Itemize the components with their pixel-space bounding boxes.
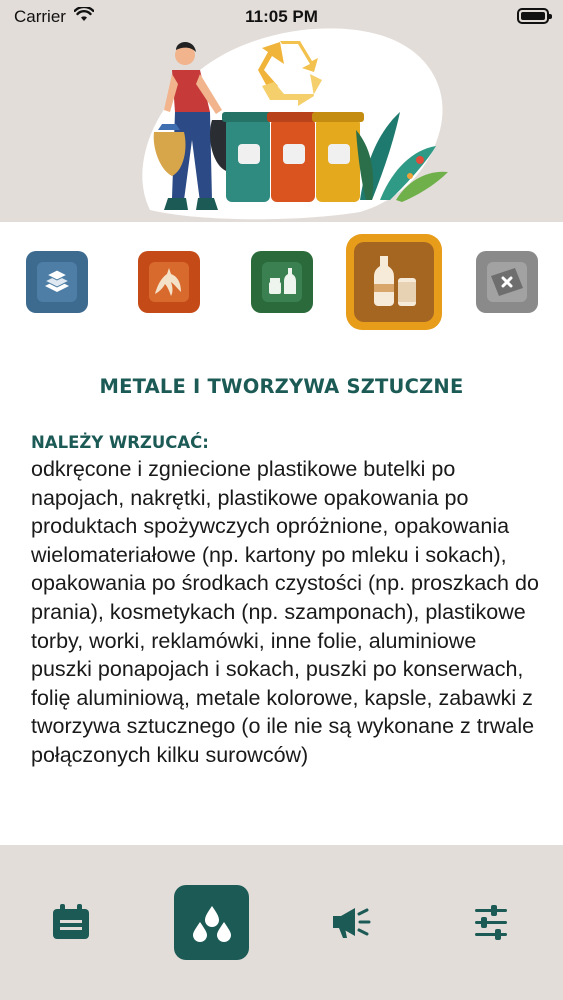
paper-stack-icon xyxy=(35,260,79,304)
plastic-bottle-can-icon xyxy=(366,254,422,310)
category-mixed[interactable] xyxy=(476,251,538,313)
category-glass[interactable] xyxy=(251,251,313,313)
tab-settings[interactable] xyxy=(460,891,522,953)
mixed-waste-icon xyxy=(485,260,529,304)
status-bar xyxy=(0,0,563,34)
carrier-label: Carrier xyxy=(14,7,66,26)
calendar-icon xyxy=(52,904,90,940)
tab-calendar[interactable] xyxy=(40,891,102,953)
drops-icon xyxy=(191,904,233,942)
allowed-items-heading: NALEŻY WRZUCAĆ: xyxy=(31,433,209,452)
tab-announcements[interactable] xyxy=(320,891,382,953)
megaphone-icon xyxy=(331,904,371,940)
category-selector xyxy=(0,222,563,360)
category-bio[interactable] xyxy=(138,251,200,313)
tab-bar xyxy=(0,845,563,1000)
tab-segregation[interactable] xyxy=(174,885,249,960)
sliders-icon xyxy=(473,904,509,940)
bottles-jar-icon xyxy=(260,260,304,304)
category-title: METALE I TWORZYWA SZTUCZNE xyxy=(99,375,464,398)
banana-peel-icon xyxy=(147,260,191,304)
wifi-icon xyxy=(74,7,94,27)
category-metals-plastics[interactable] xyxy=(346,234,442,330)
battery-icon xyxy=(517,8,549,24)
recycling-bins xyxy=(222,112,364,202)
category-description xyxy=(0,360,563,845)
category-paper[interactable] xyxy=(26,251,88,313)
status-time: 11:05 PM xyxy=(245,7,318,26)
allowed-items-text: odkręcone i zgniecione plastikowe butelki po napojach, nakrętki, plastikowe opakowania po produktach spożywczych opróżnione, opakowania wielomateriałowe (np. kartony po mleku i sokach), opakowania po środkach czystości (np. proszkach do prania), kosmetykach (np. szamponach), plastikowe torby, worki, reklamówki, inne folie, aluminiowe puszki ponapojach i sokach, puszki po konserwach, folię aluminiową, metale kolorowe, kapsle, zabawki z tworzywa sztucznego (o ile nie są wykonane z trwale połączonych kilku surowców) xyxy=(31,457,539,767)
